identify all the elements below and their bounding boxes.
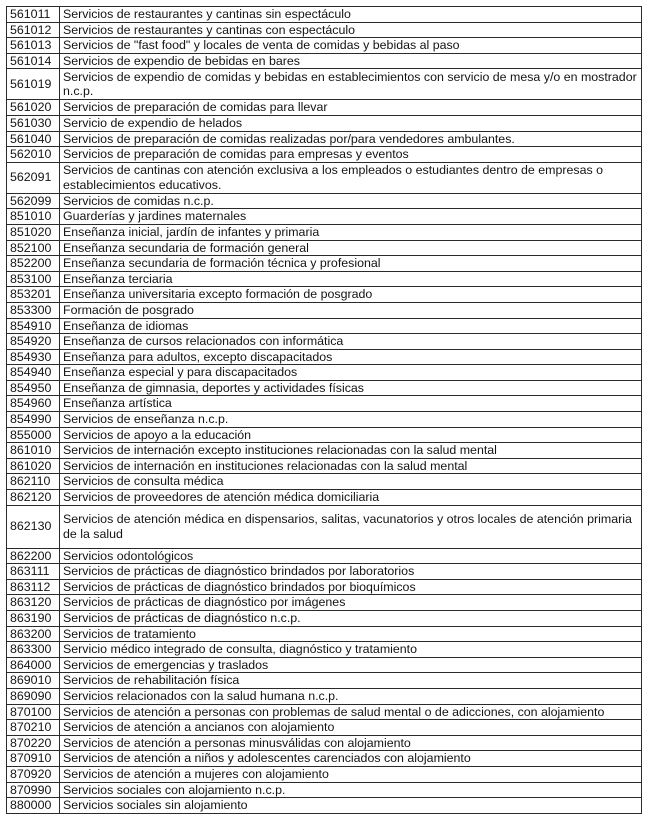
activity-code: 870910: [7, 751, 60, 767]
table-row: [7, 490, 642, 506]
activity-code: 561013: [7, 38, 60, 54]
table-row: [7, 53, 642, 69]
activity-description: Servicios sociales sin alojamiento: [60, 798, 642, 814]
activity-code: 864000: [7, 657, 60, 673]
activity-code: 863300: [7, 642, 60, 658]
activity-code: 561019: [7, 69, 60, 100]
table-row: [7, 579, 642, 595]
activity-code: 854960: [7, 396, 60, 412]
activity-description: Servicios de atención a mujeres con alojamiento: [60, 766, 642, 782]
activity-code: 863200: [7, 626, 60, 642]
table-row: [7, 611, 642, 627]
table-row: [7, 548, 642, 564]
table-row: [7, 147, 642, 163]
activity-description: Servicios de tratamiento: [60, 626, 642, 642]
table-row: [7, 704, 642, 720]
table-row: [7, 193, 642, 209]
table-row: [7, 564, 642, 580]
table-row: [7, 349, 642, 365]
activity-description: Enseñanza secundaria de formación técnica y profesional: [60, 256, 642, 272]
activity-description: Enseñanza artística: [60, 396, 642, 412]
table-row: [7, 751, 642, 767]
table-row: [7, 38, 642, 54]
activity-code: 853201: [7, 287, 60, 303]
activity-description: Servicios de atención a personas minusválidas con alojamiento: [60, 735, 642, 751]
activity-description: Servicios de proveedores de atención médica domiciliaria: [60, 490, 642, 506]
table-row: [7, 688, 642, 704]
activity-description: Servicios de prácticas de diagnóstico brindados por bioquímicos: [60, 579, 642, 595]
table-row: [7, 474, 642, 490]
table-row: [7, 642, 642, 658]
table-row: [7, 22, 642, 38]
table-row: [7, 334, 642, 350]
activity-code: 851010: [7, 209, 60, 225]
activity-code: 862130: [7, 505, 60, 548]
table-row: [7, 505, 642, 548]
table-row: [7, 271, 642, 287]
activity-code: 561014: [7, 53, 60, 69]
table-row: [7, 595, 642, 611]
activity-code: 861010: [7, 443, 60, 459]
table-row: [7, 240, 642, 256]
table-row: [7, 365, 642, 381]
activity-code: 852200: [7, 256, 60, 272]
activity-code: 561020: [7, 100, 60, 116]
table-row: [7, 735, 642, 751]
table-row: [7, 318, 642, 334]
activity-description: Enseñanza de gimnasia, deportes y actividades físicas: [60, 380, 642, 396]
activity-code: 863120: [7, 595, 60, 611]
activity-description: Servicio médico integrado de consulta, diagnóstico y tratamiento: [60, 642, 642, 658]
activity-code: 562091: [7, 162, 60, 193]
activity-description: Servicio de expendio de helados: [60, 115, 642, 131]
table-row: [7, 256, 642, 272]
activity-description: Servicios de expendio de comidas y bebidas en establecimientos con servicio de mesa y/o en mostrador n.c.p.: [60, 69, 642, 100]
activity-code: 862120: [7, 490, 60, 506]
table-row: [7, 766, 642, 782]
table-row: [7, 7, 642, 23]
activity-description: Servicios de internación excepto instituciones relacionadas con la salud mental: [60, 443, 642, 459]
activity-code: 561040: [7, 131, 60, 147]
activity-description: Servicios relacionados con la salud humana n.c.p.: [60, 688, 642, 704]
activity-description: Servicios odontológicos: [60, 548, 642, 564]
activity-code: 561012: [7, 22, 60, 38]
activity-description: Enseñanza de cursos relacionados con informática: [60, 334, 642, 350]
activity-description: Servicios de preparación de comidas para empresas y eventos: [60, 147, 642, 163]
activity-code-table: [6, 6, 642, 814]
activity-description: Servicios de atención a ancianos con alojamiento: [60, 720, 642, 736]
activity-description: Servicios de atención a personas con problemas de salud mental o de adicciones, con alojamiento: [60, 704, 642, 720]
table-row: [7, 380, 642, 396]
activity-description: Servicios de enseñanza n.c.p.: [60, 412, 642, 428]
activity-description: Servicios de consulta médica: [60, 474, 642, 490]
activity-description: Servicios de restaurantes y cantinas sin espectáculo: [60, 7, 642, 23]
activity-description: Servicios de prácticas de diagnóstico por imágenes: [60, 595, 642, 611]
activity-description: Servicios de expendio de bebidas en bares: [60, 53, 642, 69]
activity-description: Servicios de prácticas de diagnóstico n.c.p.: [60, 611, 642, 627]
activity-code: 861020: [7, 458, 60, 474]
activity-description: Enseñanza inicial, jardín de infantes y primaria: [60, 224, 642, 240]
table-row: [7, 224, 642, 240]
activity-description: Servicios de "fast food" y locales de venta de comidas y bebidas al paso: [60, 38, 642, 54]
table-row: [7, 396, 642, 412]
activity-code: 854930: [7, 349, 60, 365]
activity-code: 870100: [7, 704, 60, 720]
activity-description: Enseñanza secundaria de formación general: [60, 240, 642, 256]
activity-description: Servicios sociales con alojamiento n.c.p.: [60, 782, 642, 798]
activity-description: Servicios de atención a niños y adolescentes carenciados con alojamiento: [60, 751, 642, 767]
activity-code: 862200: [7, 548, 60, 564]
activity-code: 862110: [7, 474, 60, 490]
activity-code: 870220: [7, 735, 60, 751]
activity-description: Guarderías y jardines maternales: [60, 209, 642, 225]
activity-description: Servicios de rehabilitación física: [60, 673, 642, 689]
activity-code: 561030: [7, 115, 60, 131]
activity-description: Servicios de cantinas con atención exclusiva a los empleados o estudiantes dentro de empresas o establecimientos educativos.: [60, 162, 642, 193]
table-row: [7, 162, 642, 193]
table-row: [7, 657, 642, 673]
activity-code: 561011: [7, 7, 60, 23]
table-row: [7, 412, 642, 428]
activity-description: Servicios de internación en instituciones relacionadas con la salud mental: [60, 458, 642, 474]
activity-code: 853300: [7, 302, 60, 318]
table-row: [7, 115, 642, 131]
activity-code: 854940: [7, 365, 60, 381]
activity-code: 863190: [7, 611, 60, 627]
activity-code: 869090: [7, 688, 60, 704]
activity-code: 854990: [7, 412, 60, 428]
activity-code: 870210: [7, 720, 60, 736]
activity-description: Servicios de atención médica en dispensarios, salitas, vacunatorios y otros locales de atención primaria de la salud: [60, 505, 642, 548]
activity-code: 854910: [7, 318, 60, 334]
table-row: [7, 720, 642, 736]
activity-description: Servicios de preparación de comidas para llevar: [60, 100, 642, 116]
activity-description: Formación de posgrado: [60, 302, 642, 318]
table-row: [7, 427, 642, 443]
activity-code: 855000: [7, 427, 60, 443]
activity-code: 870990: [7, 782, 60, 798]
activity-code-table-page: [6, 6, 642, 814]
table-row: [7, 302, 642, 318]
table-row: [7, 69, 642, 100]
activity-code: 854920: [7, 334, 60, 350]
activity-code: 854950: [7, 380, 60, 396]
table-row: [7, 458, 642, 474]
activity-code: 851020: [7, 224, 60, 240]
activity-code: 869010: [7, 673, 60, 689]
activity-description: Servicios de comidas n.c.p.: [60, 193, 642, 209]
table-row: [7, 100, 642, 116]
activity-code: 562010: [7, 147, 60, 163]
activity-description: Enseñanza universitaria excepto formación de posgrado: [60, 287, 642, 303]
activity-code: 870920: [7, 766, 60, 782]
activity-description: Servicios de apoyo a la educación: [60, 427, 642, 443]
table-row: [7, 443, 642, 459]
table-row: [7, 673, 642, 689]
activity-code: 863112: [7, 579, 60, 595]
table-row: [7, 287, 642, 303]
table-row: [7, 131, 642, 147]
activity-description: Servicios de restaurantes y cantinas con espectáculo: [60, 22, 642, 38]
table-row: [7, 798, 642, 814]
activity-description: Enseñanza para adultos, excepto discapacitados: [60, 349, 642, 365]
activity-code: 853100: [7, 271, 60, 287]
activity-code: 562099: [7, 193, 60, 209]
table-row: [7, 209, 642, 225]
activity-description: Enseñanza especial y para discapacitados: [60, 365, 642, 381]
activity-code: 863111: [7, 564, 60, 580]
table-row: [7, 626, 642, 642]
activity-code: 852100: [7, 240, 60, 256]
activity-description: Enseñanza terciaria: [60, 271, 642, 287]
activity-description: Servicios de preparación de comidas realizadas por/para vendedores ambulantes.: [60, 131, 642, 147]
activity-description: Servicios de emergencias y traslados: [60, 657, 642, 673]
activity-description: Servicios de prácticas de diagnóstico brindados por laboratorios: [60, 564, 642, 580]
activity-code: 880000: [7, 798, 60, 814]
table-row: [7, 782, 642, 798]
activity-description: Enseñanza de idiomas: [60, 318, 642, 334]
